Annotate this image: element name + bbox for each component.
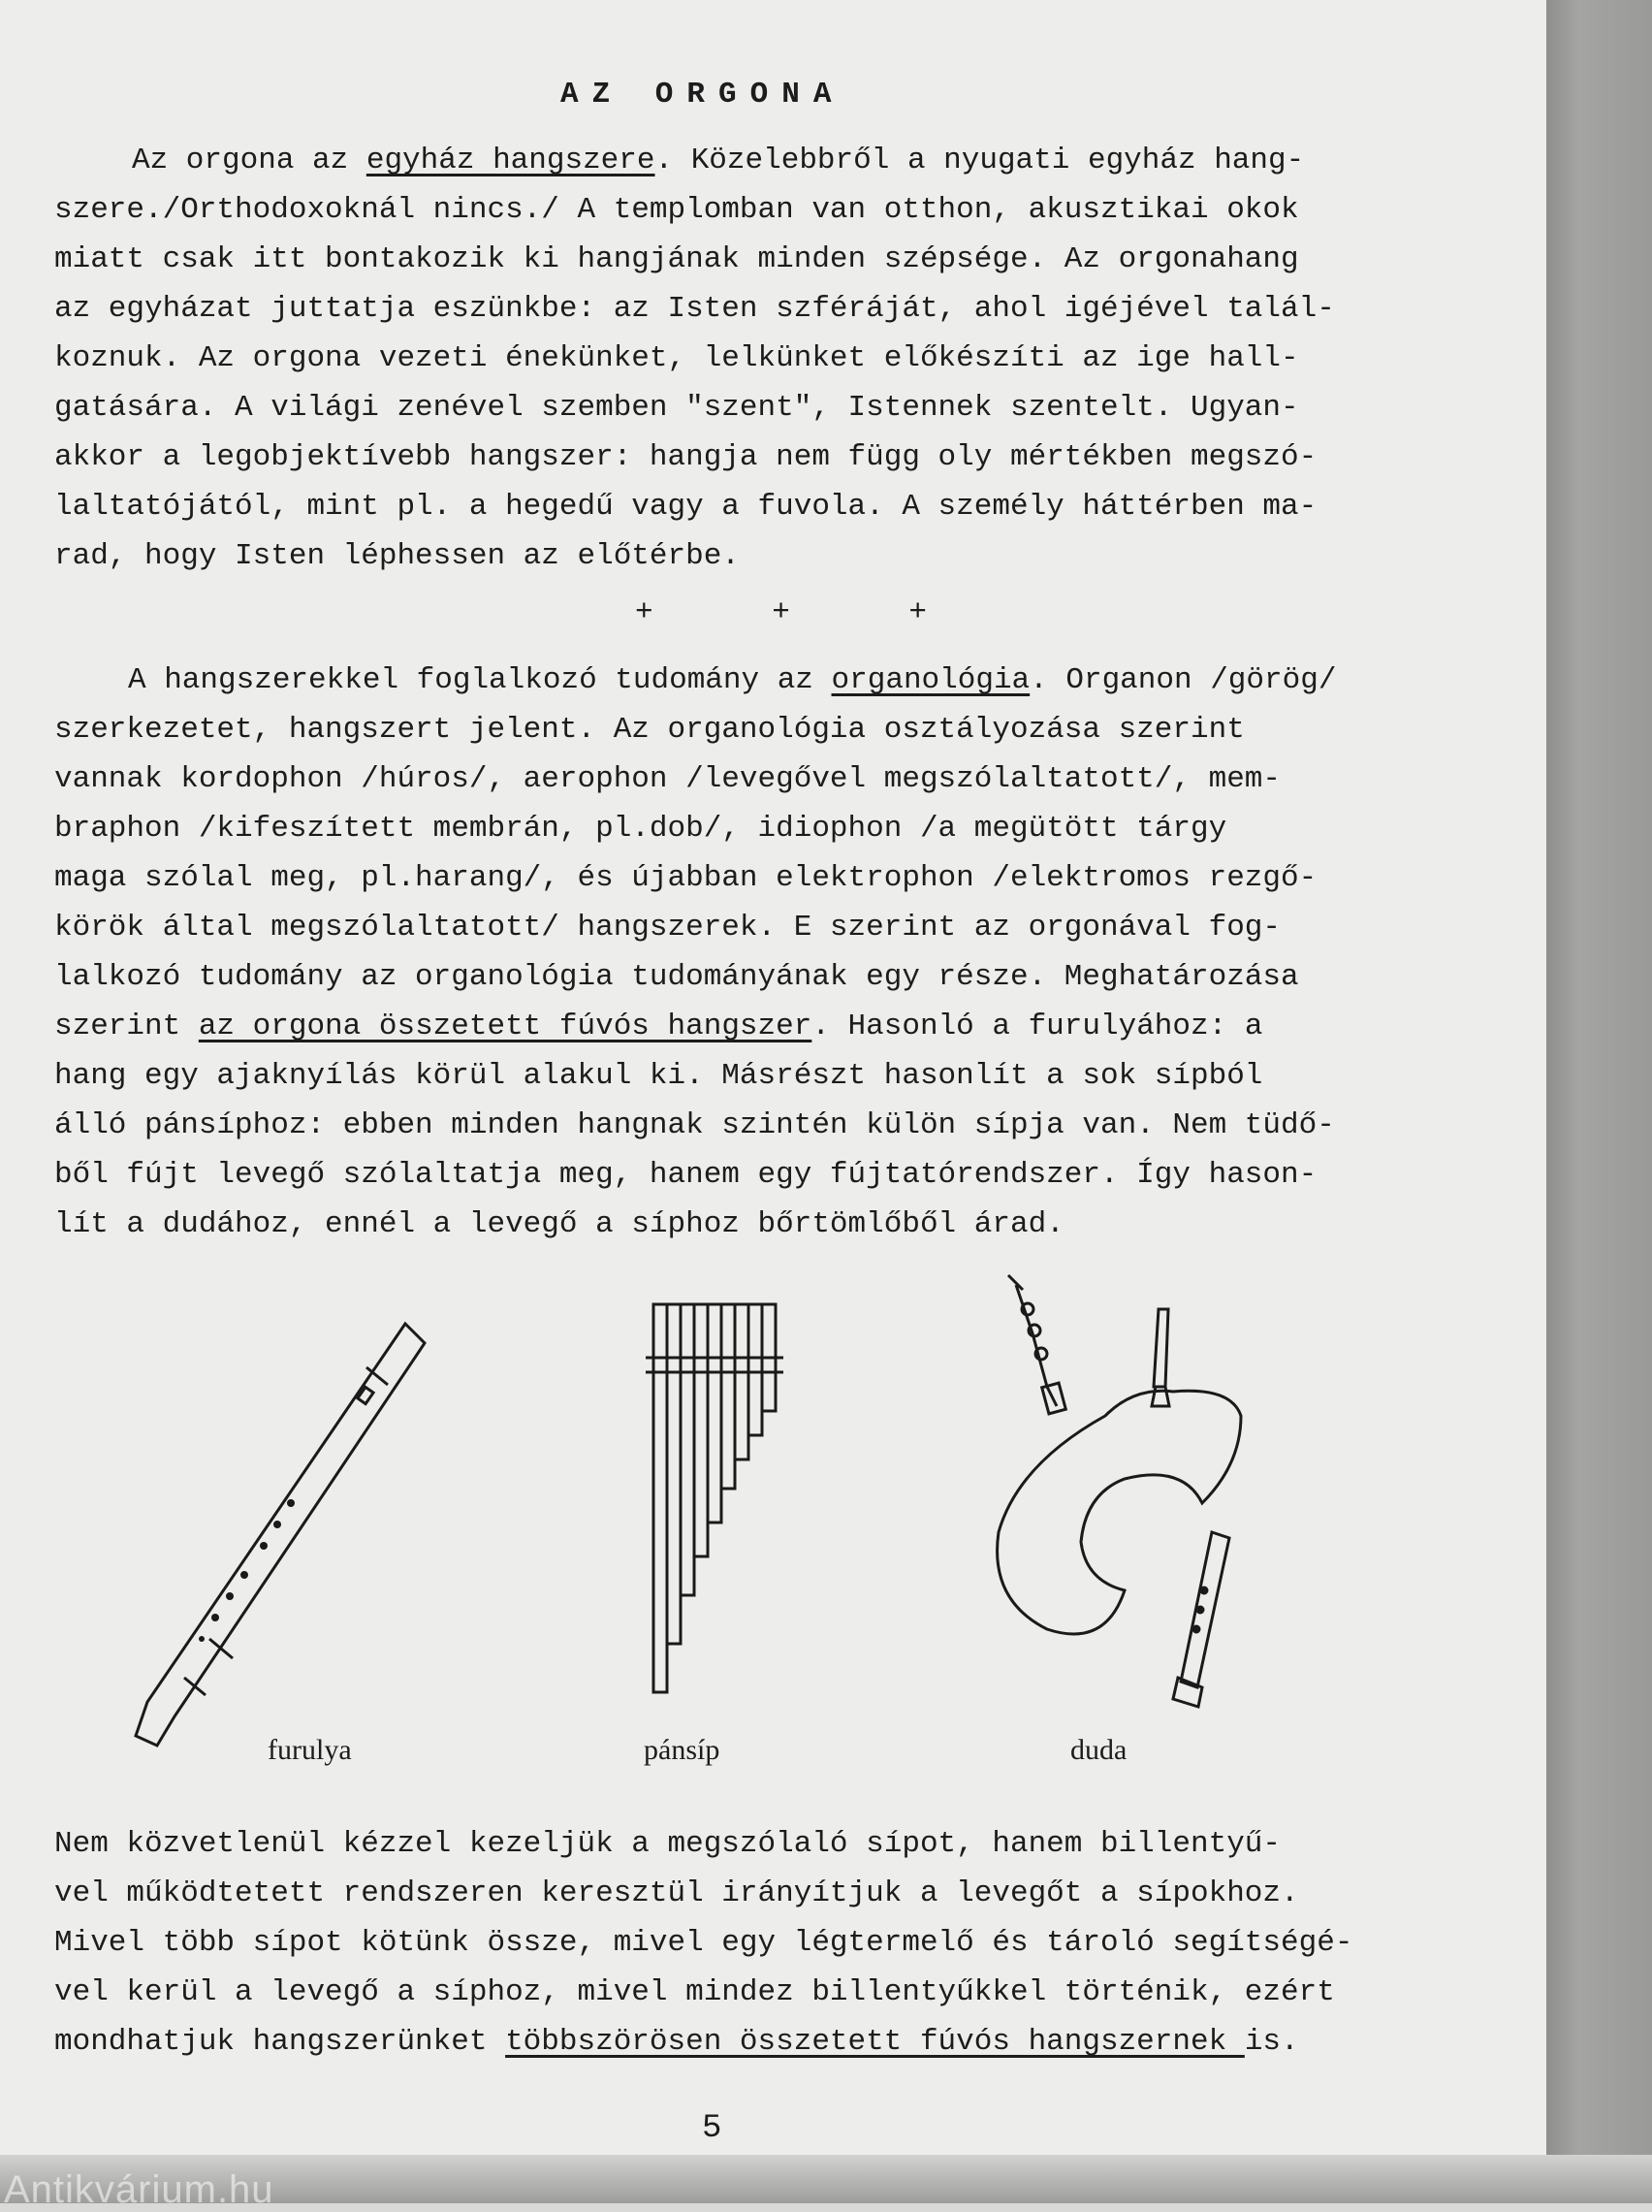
text-segment: braphon /kifeszített membrán, pl.dob/, idiophon /a megütött tárgy <box>54 812 1227 846</box>
text-line <box>54 1101 1460 1150</box>
caption-panpipe: pánsíp <box>644 1734 720 1766</box>
text-segment: szere./Orthodoxoknál nincs./ A templomban van otthon, akusztikai okok <box>54 193 1299 227</box>
text-line <box>54 656 1460 705</box>
text-segment: rad, hogy Isten léphessen az előtérbe. <box>54 539 740 573</box>
underlined-text: többszörösen összetett fúvós hangszernek <box>505 2025 1245 2059</box>
text-segment: szerint <box>54 1010 199 1043</box>
text-segment: szerkezetet, hangszert jelent. Az organológia osztályozása szerint <box>54 713 1245 747</box>
bagpipe-illustration <box>979 1270 1270 1726</box>
text-line <box>54 482 1460 531</box>
text-segment: . Hasonló a furulyához: a <box>811 1010 1263 1043</box>
paragraph-intro <box>54 136 1460 581</box>
text-line <box>54 903 1460 952</box>
caption-recorder: furulya <box>268 1734 352 1766</box>
text-line <box>54 1968 1460 2017</box>
text-line <box>54 1002 1460 1051</box>
text-segment: lít a dudához, ennél a levegő a síphoz bőrtömlőből árad. <box>54 1207 1064 1241</box>
text-segment: laltatójától, mint pl. a hegedű vagy a fuvola. A személy háttérben ma- <box>54 490 1318 524</box>
text-segment: az egyházat juttatja eszünkbe: az Isten szféráját, ahol igéjével talál- <box>54 292 1335 326</box>
text-segment: akkor a legobjektívebb hangszer: hangja nem függ oly mértékben megszó- <box>54 440 1318 474</box>
underlined-text: egyház hangszere <box>365 144 655 177</box>
text-line <box>54 853 1460 903</box>
text-line <box>54 1819 1460 1869</box>
text-segment: Az orgona az <box>132 144 366 177</box>
text-segment: lalkozó tudomány az organológia tudományának egy része. Meghatározása <box>54 960 1299 994</box>
section-separator: + + + <box>635 595 978 629</box>
watermark: Antikvárium.hu <box>4 2168 274 2211</box>
text-line <box>54 1869 1460 1918</box>
text-segment: . Organon /görög/ <box>1030 663 1337 697</box>
text-line <box>54 284 1460 334</box>
page-title: AZ ORGONA <box>560 78 845 112</box>
text-line <box>54 383 1460 433</box>
text-segment: gatására. A világi zenével szemben "szent", Istennek szentelt. Ugyan- <box>54 391 1299 425</box>
text-line <box>54 705 1460 754</box>
text-line <box>54 1150 1460 1200</box>
text-line <box>54 1200 1460 1249</box>
text-segment: Mivel több sípot kötünk össze, mivel egy légtermelő és tároló segítségé- <box>54 1926 1353 1960</box>
text-segment: . Közelebbről a nyugati egyház hang- <box>654 144 1305 177</box>
text-line <box>54 1918 1460 1968</box>
text-line <box>54 1051 1460 1101</box>
text-segment: is. <box>1244 2025 1299 2059</box>
text-segment: ből fújt levegő szólaltatja meg, hanem egy fújtatórendszer. Így hason- <box>54 1158 1318 1192</box>
text-segment: álló pánsíphoz: ebben minden hangnak szintén külön sípja van. Nem tüdő- <box>54 1108 1335 1142</box>
text-segment: miatt csak itt bontakozik ki hangjának minden szépsége. Az orgonahang <box>54 242 1299 276</box>
text-segment: maga szólal meg, pl.harang/, és újabban elektrophon /elektromos rezgő- <box>54 861 1318 895</box>
panpipe-illustration <box>640 1295 805 1712</box>
text-line <box>54 531 1460 581</box>
text-line <box>54 334 1460 383</box>
text-segment: vel működtetett rendszeren keresztül irányítjuk a levegőt a sípokhoz. <box>54 1876 1299 1910</box>
page-edge-shadow <box>1546 0 1652 2203</box>
text-segment: A hangszerekkel foglalkozó tudomány az <box>128 663 832 697</box>
text-segment: mondhatjuk hangszerünket <box>54 2025 506 2059</box>
instrument-illustrations <box>0 1251 1546 1794</box>
text-line <box>54 754 1460 804</box>
text-segment: vel kerül a levegő a síphoz, mivel mindez billentyűkkel történik, ezért <box>54 1975 1335 2009</box>
text-line <box>54 952 1460 1002</box>
text-segment: Nem közvetlenül kézzel kezeljük a megszólaló sípot, hanem billentyű- <box>54 1827 1282 1861</box>
text-segment: hang egy ajaknyílás körül alakul ki. Másrészt hasonlít a sok sípból <box>54 1059 1263 1093</box>
recorder-illustration <box>116 1309 446 1755</box>
text-segment: körök által megszólaltatott/ hangszerek. E szerint az orgonával fog- <box>54 911 1282 945</box>
caption-bagpipe: duda <box>1070 1734 1128 1766</box>
text-segment: vannak kordophon /húros/, aerophon /levegővel megszólaltatott/, mem- <box>54 762 1282 796</box>
text-line <box>54 185 1460 235</box>
text-segment: koznuk. Az orgona vezeti énekünket, lelkünket előkészíti az ige hall- <box>54 341 1299 375</box>
text-line <box>54 235 1460 284</box>
page-number: 5 <box>702 2110 722 2147</box>
text-line <box>54 136 1460 185</box>
paragraph-compound-instrument <box>54 1819 1460 2067</box>
paragraph-organology <box>54 656 1460 1249</box>
underlined-text: az orgona összetett fúvós hangszer <box>198 1010 812 1043</box>
text-line <box>54 804 1460 853</box>
underlined-text: organológia <box>831 663 1031 697</box>
text-line <box>54 433 1460 482</box>
text-line <box>54 2017 1460 2067</box>
